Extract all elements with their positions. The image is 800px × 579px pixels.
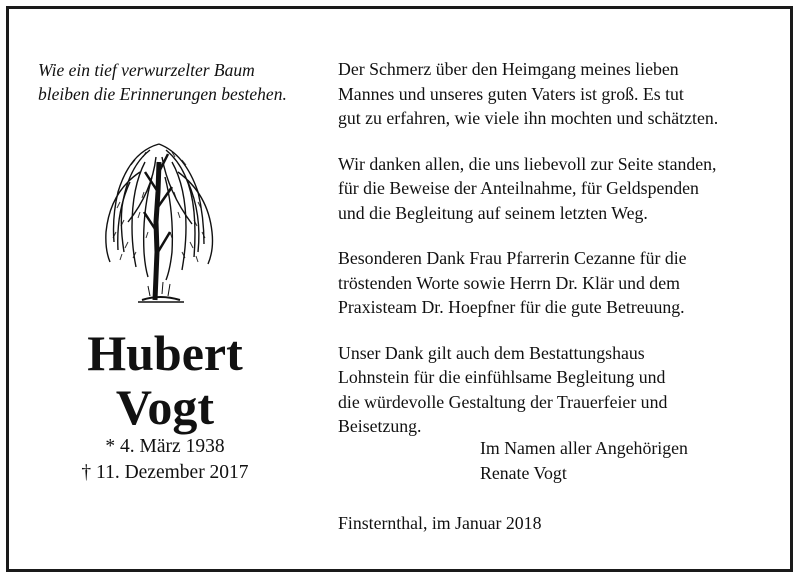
text-line: und die Begleitung auf seinem letzten Weg. <box>338 202 648 223</box>
signature-name: Renate Vogt <box>480 462 567 483</box>
text-line: Der Schmerz über den Heimgang meines lieben <box>338 59 679 79</box>
signature-line-1: Im Namen aller Angehörigen <box>480 438 688 458</box>
text-line: tröstenden Worte sowie Herrn Dr. Klär und dem <box>338 272 680 293</box>
deceased-last-name: Vogt <box>115 379 215 435</box>
text-line: Wir danken allen, die uns liebevoll zur Seite standen, <box>338 153 717 174</box>
text-line: Besonderen Dank Frau Pfarrerin Cezanne für die <box>338 248 687 268</box>
place-and-date: Finsternthal, im Januar 2018 <box>338 513 542 533</box>
paragraph-grief <box>338 57 778 131</box>
death-date: † 11. Dezember 2017 <box>81 462 249 483</box>
text-line: Unser Dank gilt auch dem Bestattungshaus <box>338 342 645 363</box>
text-line: die würdevolle Gestaltung der Trauerfeier und <box>338 391 668 412</box>
text-line: Beisetzung. <box>338 416 422 436</box>
weeping-willow-icon <box>100 132 218 307</box>
text-line: Praxisteam Dr. Hoepfner für die gute Betreuung. <box>338 297 685 317</box>
life-dates <box>40 434 290 486</box>
birth-date: * 4. März 1938 <box>105 436 225 457</box>
paragraph-thanks <box>338 152 778 226</box>
motto-line-2: bleiben die Erinnerungen bestehen. <box>38 84 287 104</box>
text-line: Lohnstein für die einfühlsame Begleitung und <box>338 367 666 387</box>
motto <box>38 58 328 106</box>
paragraph-special-thanks <box>338 246 778 320</box>
deceased-first-name: Hubert <box>87 325 243 381</box>
text-line: für die Beweise der Anteilnahme, für Geldspenden <box>338 178 699 198</box>
gratitude-text <box>338 57 778 460</box>
signature <box>480 436 688 485</box>
motto-line-1: Wie ein tief verwurzelter Baum <box>38 60 255 80</box>
text-line: gut zu erfahren, wie viele ihn mochten und schätzten. <box>338 108 719 128</box>
text-line: Mannes und unseres guten Vaters ist groß. Es tut <box>338 83 684 104</box>
paragraph-funeral-home <box>338 341 778 439</box>
